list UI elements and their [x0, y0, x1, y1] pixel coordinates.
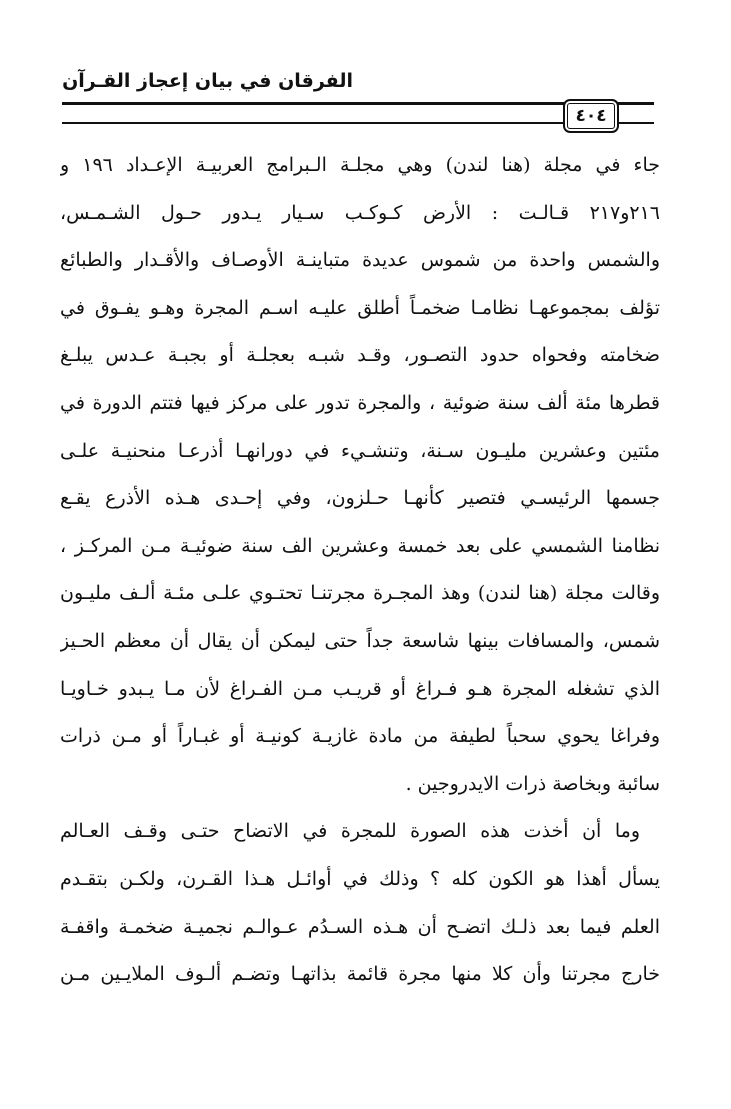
text-line: وقالت مجلة (هنا لندن) وهذ المجـرة مجرتنـا تحتـوي علـى مئـة ألـف مليـون: [60, 582, 660, 605]
text-line: وما أن أخذت هذه الصورة للمجرة في الاتضاح حتـى وقـف العـالم: [60, 820, 640, 843]
text-line: جسمها الرئيسـي فتصير كأنهـا حـلزون، وفي إحـدى هـذه الأذرع يقـع: [60, 487, 660, 510]
body-text: [60, 142, 660, 999]
text-line: تؤلف بمجموعهـا نظامـا ضخمـاً أطلق عليـه اسـم المجرة وهـو يفـوق في: [60, 296, 660, 319]
paragraph-2: [60, 808, 660, 998]
text-line: مئتين وعشرين مليـون سـنة، وتنشـيء في دورانهـا أذرعـا منحنيـة علـى: [60, 439, 660, 462]
text-line: شمس، والمسافات بينها شاسعة جداً حتى ليمكن أن يقال أن معظم الحـيز: [60, 629, 660, 652]
text-line: جاء في مجلة (هنا لندن) وهي مجلـة الـبرامج العربيـة الإعـداد ١٩٦ و: [60, 154, 660, 176]
text-line: خارج مجرتنا وأن كلا منها مجرة قائمة بذاتهـا وتضـم ألـوف الملايـين مـن: [60, 963, 660, 986]
text-line: وفراغا يحوي سحباً لطيفة من مادة غازيـة كونيـة أو غبـاراً أو مـن ذرات: [60, 725, 660, 748]
text-line: الذي تشغله المجرة هـو فـراغ أو قريـب مـن الفـراغ لأن مـا يـبدو خـاويـا: [60, 677, 660, 700]
paragraph-1: [60, 142, 660, 808]
text-line: نظامنا الشمسي على بعد خمسة وعشرين الف سنة ضوئيـة مـن المركـز ،: [60, 534, 660, 557]
text-line: يسأل أهذا هو الكون كله ؟ وذلك في أوائـل هـذا القـرن، ولكـن بتقـدم: [60, 867, 660, 890]
text-line: قطرها مئة ألف سنة ضوئية ، والمجرة تدور على مركز فيها فتتم الدورة في: [60, 391, 660, 414]
text-line: والشمس واحدة من شموس عديدة متباينـة الأوصـاف والأقـدار والطبائع: [60, 249, 660, 272]
text-line: سائبة وبخاصة ذرات الايدروجين .: [405, 772, 660, 795]
page-number: ٤٠٤: [575, 106, 607, 126]
text-line: ضخامته وفحواه حدود التصـور، وقـد شبـه بعجلـة أو بجبـة عـدس يبلـغ: [60, 344, 660, 367]
page-number-badge: [563, 99, 619, 133]
text-line: العلم فيما بعد ذلـك اتضـح أن هـذه السـدُم عـوالـم نجميـة ضخمـة واقفـة: [60, 915, 660, 938]
running-header-title: الفرقان في بيان إعجاز القـرآن: [62, 70, 353, 92]
text-line: ٢١٦و٢١٧ قـالـت : الأرض كـوكـب سـيار يـدور حـول الشـمـس،: [60, 201, 660, 224]
